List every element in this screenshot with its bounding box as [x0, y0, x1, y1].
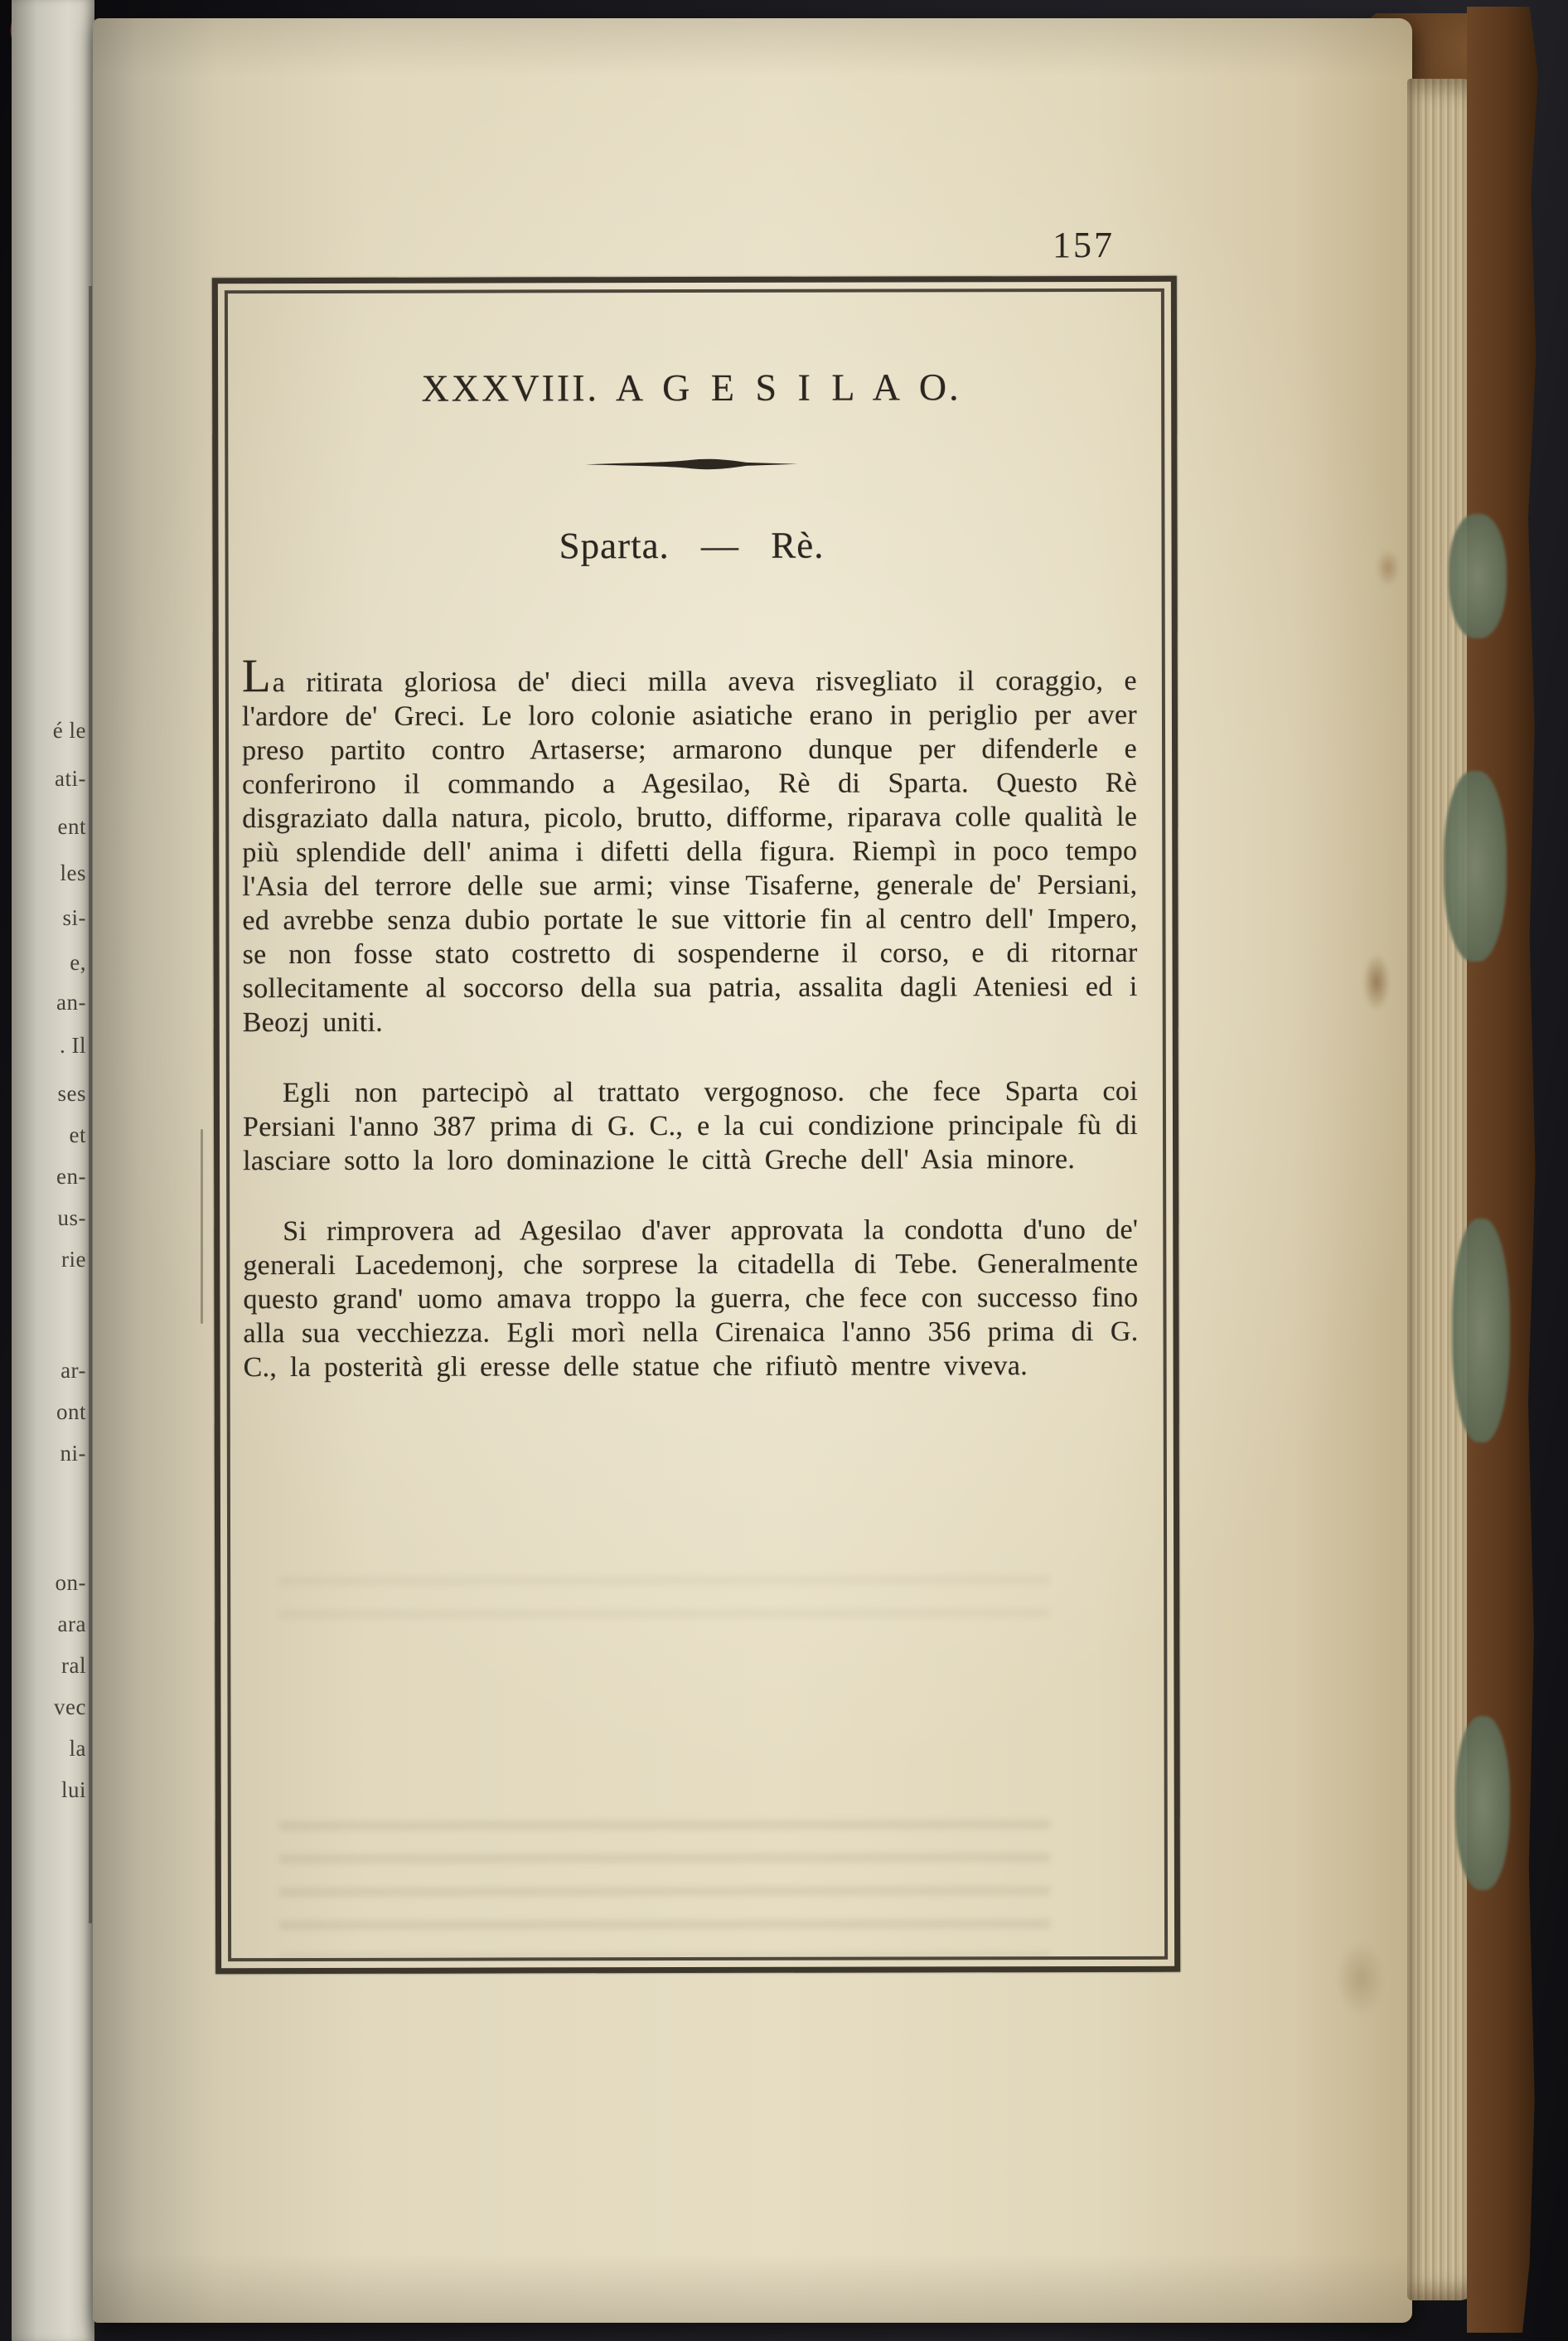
- marginal-text-fragment: an-: [56, 990, 86, 1015]
- swelled-rule-ornament: [583, 458, 799, 472]
- marginal-text-fragment: e,: [70, 950, 86, 975]
- marginal-text-fragment: ent: [57, 814, 86, 839]
- paragraph-text: a ritirata gloriosa de' dieci milla aveva risvegliato il coraggio, e l'ardore de' Greci. Le loro colonie asiatiche erano in periglio per aver preso partito contro Artaserse; armarono dunque per difenderle e conferirono il commando a Agesilao, Rè di Sparta. Questo Rè disgraziato dalla natura, picolo, brutto, difforme, riparava colle qualità le più splendide dell' anima i difetti della figura. Riempì in poco tempo l'Asia del terrore delle sue armi; vinse Tisaferne, generale de' Persiani, ed avrebbe senza dubio portate le sue vittorie fin al centro dell' Impero, se non fosse stato costretto di sospenderne il corso, e di ritornar sollecitamente al soccorso della sua patria, assalita dagli Ateniesi ed i Beozj uniti.: [241, 665, 1138, 1039]
- book-page: [93, 18, 1412, 2323]
- show-through-ghost-text: [278, 1575, 1049, 1635]
- facing-page-border-rule: [89, 286, 92, 1923]
- marginal-text-fragment: ati-: [55, 766, 86, 791]
- marginal-text-fragment: si-: [62, 905, 86, 930]
- paragraph: Si rimprovera ad Agesilao d'aver approvata la condotta d'uno de' generali Lacedemonj, che sorprese la citadella di Tebe. Generalmente questo grand' uomo amava troppo la guerra, che fece con successo fino alla sua vecchiezza. Egli morì nella Cirenaica l'anno 356 prima di G. C., la posterità gli eresse delle statue che rifiutò mentre viveva.: [243, 1214, 1139, 1384]
- marginal-text-fragment: les: [60, 860, 86, 885]
- marginal-text-fragment: rie: [61, 1247, 86, 1272]
- body-text: [241, 650, 1144, 1384]
- marginal-text-fragment: . Il: [60, 1033, 86, 1058]
- marginal-text-fragment: ar-: [60, 1358, 86, 1383]
- paper-stain: [1336, 1941, 1386, 2016]
- facing-page-edge: [12, 0, 94, 2341]
- paragraph: Egli non partecipò al trattato vergognoso. che fece Sparta coi Persiani l'anno 387 prima di G. C., e la cui condizione principale fù di lasciare sotto la loro dominazione le città Greche dell' Asia minore.: [242, 1075, 1139, 1177]
- marginal-text-fragment: ral: [61, 1653, 86, 1678]
- chapter-heading: XXXVIII. A G E S I L A O.: [421, 366, 961, 410]
- paragraph: [241, 650, 1138, 1040]
- marbled-paper-patch: [1449, 514, 1507, 638]
- marginal-text-fragment: on-: [55, 1570, 86, 1595]
- marginal-text-fragment: é le: [52, 718, 86, 743]
- paper-crease: [201, 1129, 203, 1324]
- show-through-ghost-text: [279, 1820, 1050, 1958]
- page-content: [241, 298, 1144, 1384]
- marginal-text-fragment: lui: [60, 1777, 86, 1802]
- marginal-text-fragment: la: [69, 1736, 86, 1761]
- marginal-text-fragment: ara: [57, 1612, 86, 1636]
- marbled-paper-patch: [1444, 771, 1507, 962]
- marbled-paper-patch: [1452, 1219, 1510, 1442]
- marginal-text-fragment: ni-: [60, 1441, 86, 1466]
- marginal-text-fragment: ses: [57, 1081, 86, 1106]
- marbled-paper-patch: [1455, 1716, 1510, 1890]
- paper-stain: [1362, 953, 1391, 1011]
- page-number: 157: [1053, 225, 1115, 265]
- decorative-double-frame: [212, 276, 1180, 1974]
- leather-cover-edge: [1467, 7, 1538, 2333]
- marginal-text-fragment: ont: [56, 1399, 86, 1424]
- section-title: Sparta. — Rè.: [559, 524, 825, 567]
- paper-stain: [1376, 549, 1401, 587]
- marginal-text-fragment: et: [69, 1122, 86, 1147]
- marginal-text-fragment: us-: [57, 1205, 86, 1230]
- marginal-text-fragment: vec: [54, 1694, 86, 1719]
- marginal-text-fragment: en-: [56, 1164, 86, 1189]
- initial-capital: L: [241, 650, 273, 703]
